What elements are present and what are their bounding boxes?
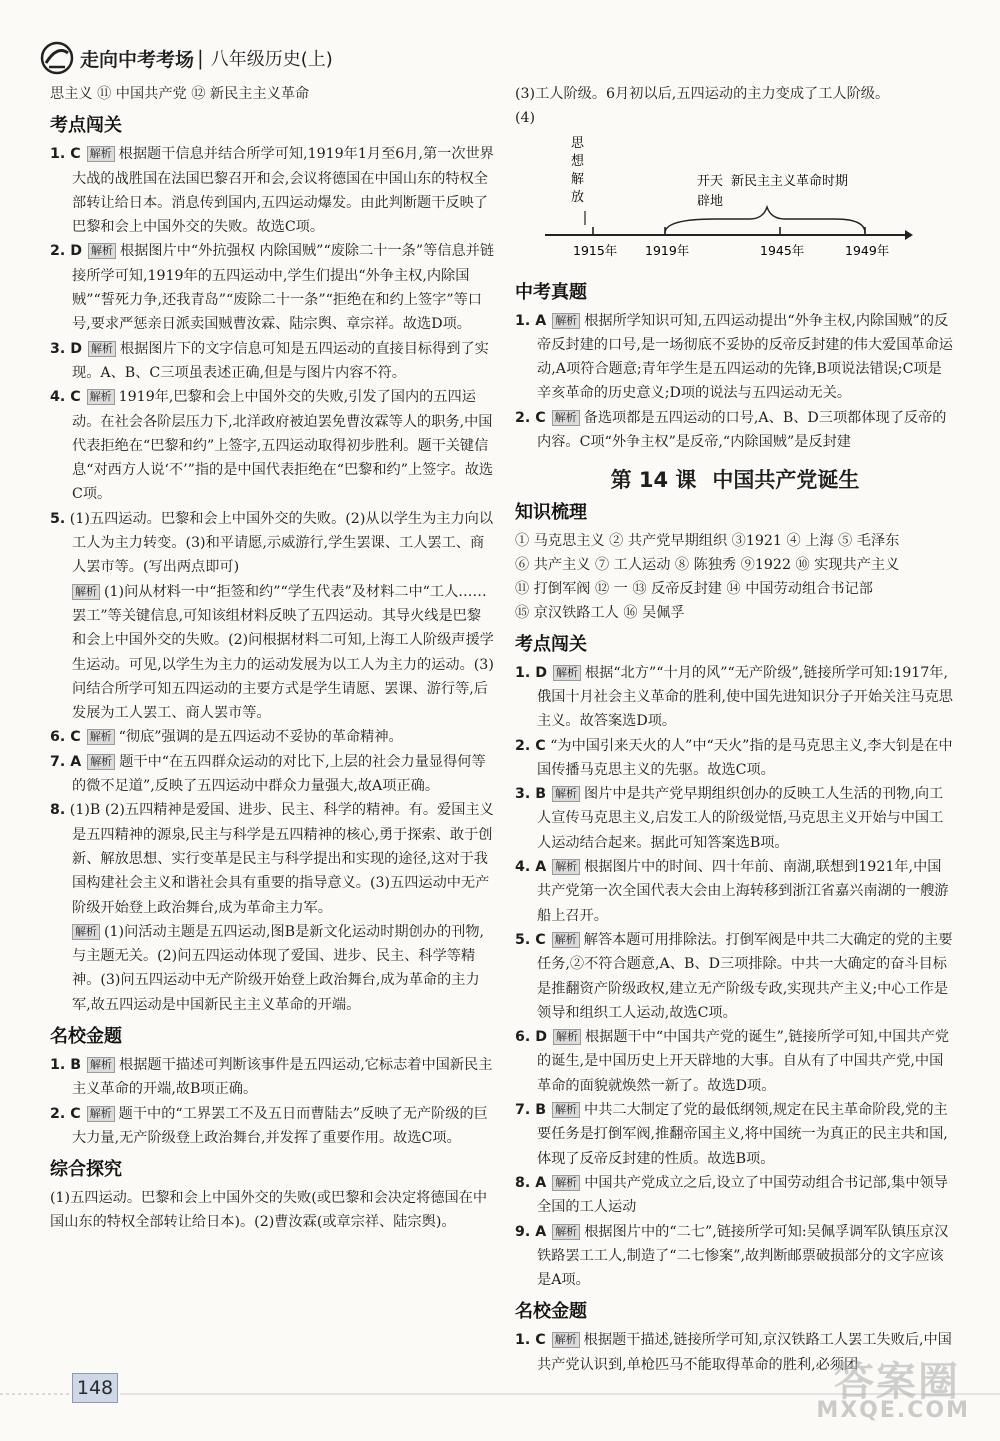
answer-item-m1: 1. B 解析 根据题干描述可判断该事件是五四运动,它标志着中国新民主主义革命的开端,故B项正确。 (50, 1056, 493, 1098)
analysis-tag: 解析 (552, 410, 580, 426)
analysis-tag: 解析 (72, 924, 100, 940)
answer-item-3: 3. D 解析 根据图片下的文字信息可知是五四运动的直接目标得到了实现。A、B、C三项虽表述正确,但是与图片内容不符。 (50, 340, 489, 381)
answer-item-rm1: 1. C 解析 根据题干描述,链接所学可知,京汉铁路工人罢工失败后,中国共产党认识到,单枪匹马不能取得革命的胜利,必须团 (515, 1332, 952, 1373)
answer-item-k4: 4. A 解析 根据图片中的时间、四十年前、南湖,联想到1921年,中国共产党第一次全国代表大会由上海转移到浙江省嘉兴南湖的一艘游船上召开。 (515, 859, 949, 924)
header-separator: | (197, 46, 204, 70)
answer-item-k9: 9. A 解析 根据图片中的“二七”,链接所学可知:吴佩孚调军队镇压京汉铁路罢工工人,制造了“二七惨案”,故判断邮票破损部分的文字应该是A项。 (515, 1223, 949, 1289)
book-title: 走向中考考场 (80, 48, 195, 71)
timeline-brace (665, 207, 865, 233)
answer-continuation: 思主义 ⑪ 中国共产党 ⑫ 新民主主义革命 (50, 86, 310, 102)
timeline-year-1919: 1919年 (645, 242, 690, 258)
knowledge-line-2: ⑥ 共产主义 ⑦ 工人运动 ⑧ 陈独秀 ⑨1922 ⑩ 实现共产主义 (515, 556, 900, 573)
analysis-tag: 解析 (88, 243, 116, 259)
analysis-tag: 解析 (552, 1224, 580, 1240)
analysis-tag: 解析 (87, 1057, 115, 1073)
analysis-tag: 解析 (552, 859, 580, 875)
answer-item-4: 4. C 解析 1919年,巴黎和会上中国外交的失败,引发了国内的五四运动。在社会各阶层压力下,北洋政府被迫罢免曹汝霖等人的职务,中国代表拒绝在“巴黎和约”上签字,五四运动取得初步胜利。题干关键信息“对西方人说‘不’”指的是中国代表拒绝在“巴黎和约”上签字。故选C项。 (50, 389, 494, 503)
analysis-tag: 解析 (552, 932, 580, 948)
page-header (40, 38, 333, 78)
answer-item-7: 7. A 解析 题干中“在五四群众运动的对比下,上层的社会力量显得何等的微不足道”,反映了五四运动中群众力量强大,故A项正确。 (50, 753, 486, 795)
analysis-tag: 解析 (88, 341, 116, 357)
book-logo-icon (40, 41, 74, 75)
answer-item-m2: 2. C 解析 题干中的“工界罢工不及五日而曹陆去”反映了无产阶级的巨大力量,无产阶级登上政治舞台,并发挥了重要作用。故选C项。 (50, 1105, 488, 1146)
section-title-kaodian-2: 考点闯关 (515, 633, 587, 655)
timeline-label-left-2: 想 (571, 153, 585, 169)
answer-item-1: 1. C 解析 根据题干信息并结合所学可知,1919年1月至6月,第一次世界大战的战胜国在法国巴黎召开和会,会议将德国在中国山东的特权全部转让给日本。消息传到国内,五四运动爆发。由此判断题干反映了巴黎和会上中国外交的失败。故选C项。 (50, 146, 494, 236)
answer-item-k8: 8. A 解析 中国共产党成立之后,设立了中国劳动组合书记部,集中领导全国的工人运动 (515, 1174, 948, 1216)
timeline-year-1949: 1949年 (845, 242, 890, 258)
analysis-tag: 解析 (87, 146, 115, 162)
page-number: 148 (72, 1373, 118, 1403)
answer-zonghe: (1)五四运动。巴黎和会上中国外交的失败(或巴黎和会决定将德国在中国山东的特权全部转让给日本)。(2)曹汝霖(或章宗祥、陆宗舆)。 (50, 1190, 488, 1231)
timeline-label-left-3: 解 (571, 171, 585, 187)
lesson-title: 第 14 课 中国共产党诞生 (610, 468, 860, 493)
analysis-tag: 解析 (552, 313, 580, 329)
section-title-kaodian: 考点闯关 (50, 115, 122, 137)
book-subtitle: 八年级历史(上) (210, 49, 333, 70)
analysis-tag: 解析 (87, 729, 115, 745)
timeline-year-1915: 1915年 (573, 242, 618, 258)
analysis-tag: 解析 (552, 786, 580, 802)
timeline-label-left-1: 思 (571, 135, 585, 151)
section-title-zonghe: 综合探究 (50, 1159, 122, 1181)
answer-item-z1: 1. A 解析 根据所学知识可知,五四运动提出“外争主权,内除国贼”的反帝反封建的口号,是一场彻底不妥协的反帝反封建的伟大爱国革命运动,A项符合题意;青年学生是五四运动的先锋,B项说法错误;C项是辛亥革命的历史意义;D项的说法与五四运动无关。 (515, 312, 953, 402)
analysis-tag: 解析 (553, 665, 581, 681)
right-column (515, 82, 955, 1377)
watermark-url: MXQE.COM (816, 1398, 970, 1423)
answer-item-k5: 5. C 解析 解答本题可用排除法。打倒军阀是中共二大确定的党的主要任务,②不符合题意,A、B、D三项排除。中共一大确定的奋斗目标是推翻资产阶级政权,建立无产阶级专政,实现共产主义;中心工作是领导和组织工人运动,故选C项。 (515, 931, 953, 1021)
timeline-label-left-4: 放 (571, 189, 585, 205)
analysis-tag: 解析 (552, 1332, 580, 1348)
knowledge-line-4: ⑮ 京汉铁路工人 ⑯ 吴佩孚 (515, 604, 685, 621)
answer-item-k6: 6. D 解析 根据题干中“中国共产党的诞生”,链接所学可知,中国共产党的诞生,是中国历史上开天辟地的大事。自从有了中国共产党,中国革命的面貌就焕然一新了。故选D项。 (515, 1029, 950, 1094)
section-title-zhongkao: 中考真题 (515, 281, 587, 303)
timeline-label-kaitian: 开天 (697, 173, 724, 189)
section-title-zhishi: 知识梳理 (515, 501, 587, 523)
section-title-mingxiao-2: 名校金题 (515, 1301, 587, 1323)
answer-item-8-analysis: 解析 (1)问活动主题是五四运动,图B是新文化运动时期创办的刊物,与主题无关。(2)问五四运动体现了爱国、进步、民主、科学等精神。(3)问五四运动中无产阶级开始登上政治舞台,成为革命的主力军,故五四运动是中国新民主主义革命的开端。 (72, 923, 485, 1013)
analysis-tag: 解析 (87, 1106, 115, 1122)
answer-item-k2: 2. C “为中国引来天火的人”中“天火”指的是马克思主义,李大钊是在中国传播马克思主义的先驱。故选C项。 (515, 737, 953, 778)
timeline-diagram (515, 133, 955, 273)
answer-item-5-analysis: 解析 (1)问从材料一中“拒签和约”“学生代表”及材料二中“工人……罢工”等关键信息,可知该组材料反映了五四运动。其导火线是巴黎和会上中国外交的失败。(2)问根据材料二可知,上海工人阶级声援学生运动。可见,以学生为主力的运动发展为以工人为主力的运动。(3)问结合所学可知五四运动的主要方式是学生请愿、罢课、游行等,后发展为工人罢工、商人罢市等。 (72, 583, 494, 722)
answer-item-5: 5. (1)五四运动。巴黎和会上中国外交的失败。(2)从以学生为主力向以工人为主力转变。(3)和平请愿,示威游行,学生罢课、工人罢工、商人罢市等。(写出两点即可) (50, 510, 494, 576)
answer-item-6: 6. C 解析 “彻底”强调的是五四运动不妥协的革命精神。 (50, 729, 403, 746)
knowledge-line-1: ① 马克思主义 ② 共产党早期组织 ③1921 ④ 上海 ⑤ 毛泽东 (515, 532, 900, 549)
analysis-tag: 解析 (553, 1029, 581, 1045)
answer-continuation-3: (3)工人阶级。6月初以后,五四运动的主力变成了工人阶级。 (515, 86, 890, 102)
watermark-text: 答案圈 (834, 1359, 960, 1405)
analysis-tag: 解析 (552, 1102, 580, 1118)
answer-item-k3: 3. B 解析 图片中是共产党早期组织创办的反映工人生活的刊物,向工人宣传马克思主义,启发工人的阶级觉悟,马克思主义开始与中国工人运动结合起来。据此可知答案选B项。 (515, 786, 944, 851)
answer-continuation-4: (4) (515, 110, 536, 127)
answer-item-k7: 7. B 解析 中共二大制定了党的最低纲领,规定在民主革命阶段,党的主要任务是打倒军阀,推翻帝国主义,将中国统一为真正的民主共和国,体现了反帝反封建的性质。故选B项。 (515, 1102, 948, 1167)
analysis-tag: 解析 (87, 754, 115, 770)
analysis-tag: 解析 (72, 584, 100, 600)
section-title-mingxiao: 名校金题 (50, 1025, 122, 1047)
timeline-label-period: 新民主主义革命时期 (731, 173, 849, 189)
answer-item-k1: 1. D 解析 根据“北方”“十月的风”“无产阶级”,链接所学可知:1917年,俄国十月社会主义革命的胜利,使中国先进知识分子开始关注马克思主义。故答案选D项。 (515, 664, 953, 730)
answer-item-2: 2. D 解析 根据图片中“外抗强权 内除国贼”“废除二十一条”等信息并链接所学可知,1919年的五四运动中,学生们提出“外争主权,内除国贼”“誓死力争,还我青岛”“废除二十一条”“拒绝在和约上签字”等口号,要求严惩亲日派卖国贼曹汝霖、陆宗舆、章宗祥。故选D项。 (50, 243, 495, 333)
knowledge-line-3: ⑪ 打倒军阀 ⑫ 一 ⑬ 反帝反封建 ⑭ 中国劳动组合书记部 (515, 580, 873, 597)
timeline-year-1945: 1945年 (760, 242, 805, 258)
answer-item-8: 8. (1)B (2)五四精神是爱国、进步、民主、科学的精神。有。爱国主义是五四精神的源泉,民主与科学是五四精神的核心,勇于探索、敢于创新、解放思想、实行变革是民主与科学提出和实现的途径,这对于我国构建社会主义和谐社会具有重要的指导意义。(3)五四运动中无产阶级开始登上政治舞台,成为革命主力军。 (50, 802, 494, 916)
timeline-label-pidi: 辟地 (697, 193, 724, 209)
analysis-tag: 解析 (552, 1175, 580, 1191)
left-column (50, 82, 495, 1235)
analysis-tag: 解析 (87, 389, 115, 405)
answer-item-z2: 2. C 解析 备选项都是五四运动的口号,A、B、D三项都体现了反帝的内容。C项“外争主权”是反帝,“内除国贼”是反封建 (515, 409, 947, 451)
timeline-svg (515, 133, 955, 273)
